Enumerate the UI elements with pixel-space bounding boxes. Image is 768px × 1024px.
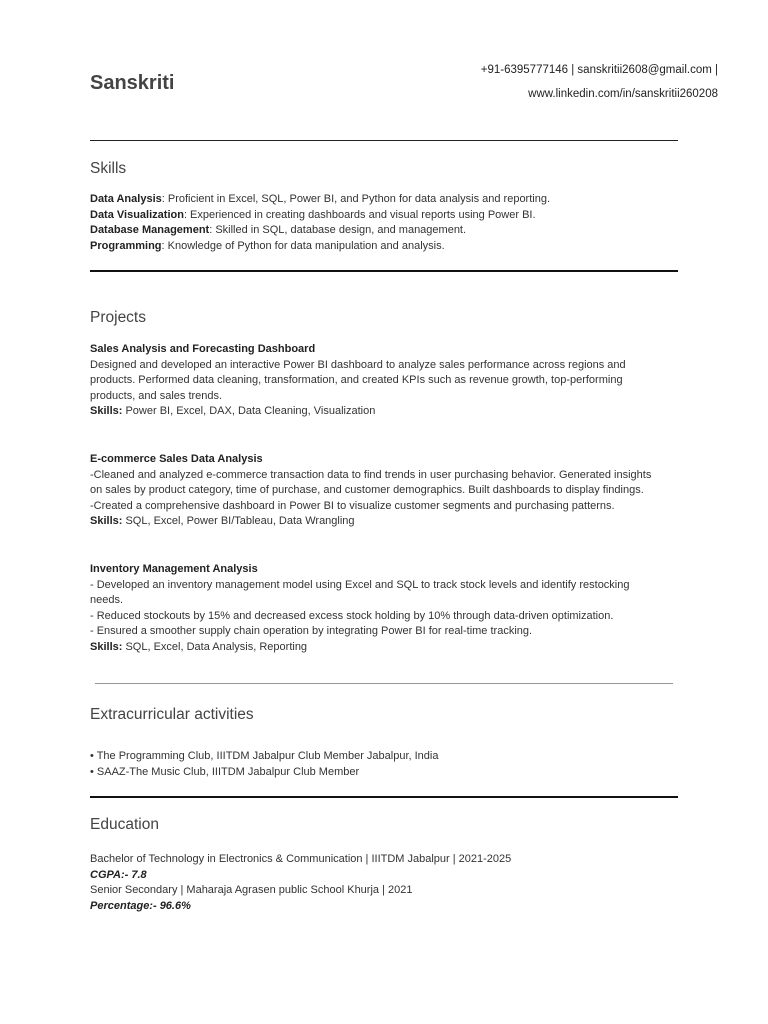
project-ecommerce-analysis — [90, 452, 680, 530]
project-sales-dashboard — [90, 342, 680, 420]
candidate-name: Sanskriti — [90, 72, 175, 94]
education-details — [90, 852, 680, 914]
project-desc-line: Designed and developed an interactive Power BI dashboard to analyze sales performance across regions and — [90, 358, 626, 371]
project-desc-line: - Reduced stockouts by 15% and decreased excess stock holding by 10% through data-driven optimization. — [90, 609, 614, 622]
contact-linkedin: www.linkedin.com/in/sanskritii260208 — [528, 88, 718, 100]
project-inventory-analysis — [90, 562, 680, 656]
skill-item — [90, 192, 680, 208]
divider — [90, 140, 678, 141]
skill-text: : Knowledge of Python for data manipulation and analysis. — [161, 239, 445, 252]
project-desc-line: on sales by product category, time of purchase, and customer demographics. Built dashboards to display findings. — [90, 484, 644, 497]
project-skills-label: Skills: — [90, 405, 123, 418]
project-skills-label: Skills: — [90, 640, 123, 653]
project-desc-line: - Developed an inventory management model using Excel and SQL to track stock levels and identify restocking — [90, 578, 630, 591]
list-item: • The Programming Club, IIITDM Jabalpur Club Member Jabalpur, India — [90, 750, 439, 762]
project-title: Inventory Management Analysis — [90, 563, 258, 575]
extracurricular-heading: Extracurricular activities — [90, 706, 254, 723]
project-skills — [90, 404, 680, 420]
skill-text: : Proficient in Excel, SQL, Power BI, and Python for data analysis and reporting. — [161, 193, 551, 205]
project-desc-line: - Ensured a smoother supply chain operation by integrating Power BI for real-time tracking. — [90, 625, 533, 638]
list-item: • SAAZ-The Music Club, IIITDM Jabalpur Club Member — [90, 765, 360, 778]
school: Senior Secondary | Maharaja Agrasen public School Khurja | 2021 — [90, 884, 413, 897]
project-desc-line: -Created a comprehensive dashboard in Power BI to visualize customer segments and purchasing patterns. — [90, 499, 615, 512]
skill-label: Data Visualization — [90, 208, 184, 221]
skill-label: Database Management — [90, 224, 210, 237]
project-desc-line: products. Performed data cleaning, transformation, and created KPIs such as revenue growth, top-performing — [90, 374, 623, 387]
skills-list — [90, 192, 680, 254]
project-desc-line: -Cleaned and analyzed e-commerce transaction data to find trends in user purchasing behavior. Generated insights — [90, 468, 652, 481]
skill-text: : Skilled in SQL, database design, and management. — [209, 224, 467, 237]
project-desc-line: needs. — [90, 594, 124, 607]
skill-item — [90, 223, 680, 239]
percentage: Percentage:- 96.6% — [90, 899, 191, 912]
project-skills — [90, 514, 680, 530]
project-skills-label: Skills: — [90, 515, 123, 528]
project-title: E-commerce Sales Data Analysis — [90, 453, 263, 465]
contact-phone-email: +91-6395777146 | sanskritii2608@gmail.com | — [480, 64, 718, 76]
project-skills — [90, 640, 680, 656]
degree: Bachelor of Technology in Electronics & Communication | IIITDM Jabalpur | 2021-2025 — [90, 853, 512, 865]
project-skills-text: SQL, Excel, Data Analysis, Reporting — [122, 640, 308, 653]
divider — [90, 270, 678, 272]
projects-heading: Projects — [90, 309, 146, 326]
skills-heading: Skills — [90, 160, 127, 177]
skill-item — [90, 208, 680, 224]
extracurricular-list — [90, 749, 680, 780]
project-desc-line: products, and sales trends. — [90, 389, 223, 402]
project-skills-text: SQL, Excel, Power BI/Tableau, Data Wrangling — [122, 515, 355, 528]
cgpa: CGPA:- 7.8 — [90, 868, 147, 881]
divider — [95, 683, 673, 684]
skill-item — [90, 239, 680, 255]
project-skills-text: Power BI, Excel, DAX, Data Cleaning, Visualization — [122, 405, 376, 418]
skill-label: Programming — [90, 239, 162, 252]
education-heading: Education — [90, 816, 159, 833]
divider — [90, 796, 678, 798]
skill-label: Data Analysis — [90, 193, 162, 205]
project-title: Sales Analysis and Forecasting Dashboard — [90, 343, 316, 355]
skill-text: : Experienced in creating dashboards and visual reports using Power BI. — [183, 208, 536, 221]
